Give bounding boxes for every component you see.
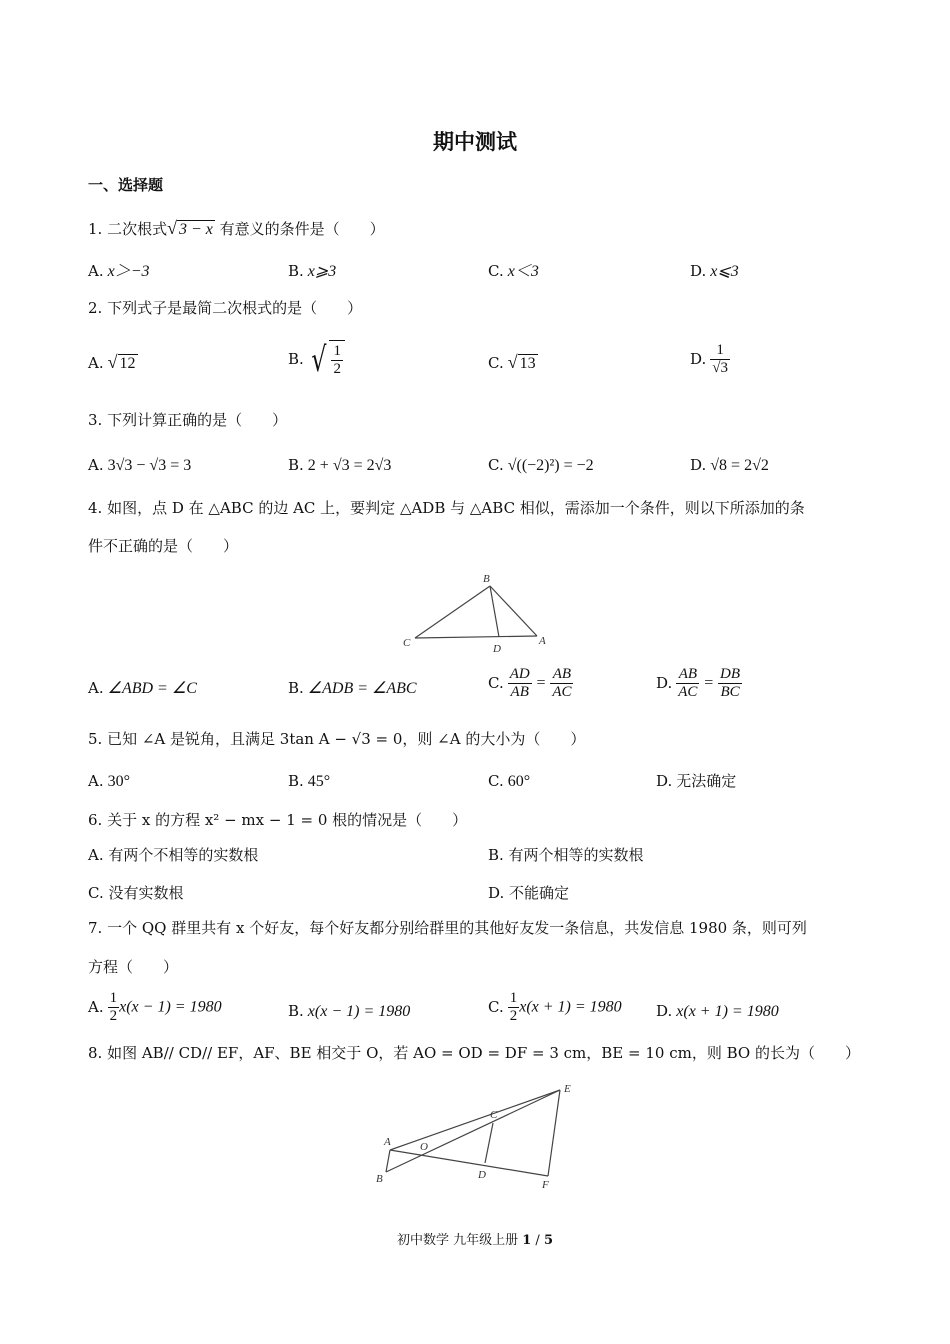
page-footer: 初中数学 九年级上册 1 / 5 xyxy=(396,1233,553,1248)
fraction: $\frac{1}{2}$ xyxy=(109,990,118,1024)
q7-option-d[interactable]: D. x(x + 1) = 1980 xyxy=(656,1002,779,1020)
q7-option-a[interactable]: A. $\frac{1}{2}$ x(x − 1) = 1980 xyxy=(88,990,222,1024)
q5-option-c[interactable]: C. 60° xyxy=(488,772,531,790)
question-2-stem: 2. 下列式子是最简二次根式的是（ ） xyxy=(88,299,363,317)
q1-option-a[interactable]: A. x＞−3 xyxy=(88,262,150,280)
fraction: $\frac{1}{√3}$ xyxy=(712,342,728,376)
q4-option-b[interactable]: B. ∠ADB = ∠ABC xyxy=(288,679,417,697)
parallel-lines-figure xyxy=(370,1078,585,1193)
label-d: D xyxy=(478,1169,486,1181)
q2-option-b[interactable]: B. √ $\frac{1}{2}$ xyxy=(288,340,345,380)
sqrt-fraction: √ $\frac{1}{2}$ xyxy=(308,340,345,380)
page-title: 期中测试 xyxy=(433,130,517,154)
total-pages: 5 xyxy=(543,1233,553,1248)
question-6-stem: 6. 关于 x 的方程 x² − mx − 1 = 0 根的情况是（ ） xyxy=(88,811,468,829)
question-7-stem-line2: 方程（ ） xyxy=(88,958,179,976)
q6-option-d[interactable]: D. 不能确定 xyxy=(488,884,570,902)
section-heading: 一、选择题 xyxy=(88,176,164,194)
q7-option-b[interactable]: B. x(x − 1) = 1980 xyxy=(288,1002,411,1020)
label-a: A xyxy=(384,1136,391,1148)
fraction: $\frac{DB}{BC}$ xyxy=(720,666,741,700)
q7-option-c[interactable]: C. $\frac{1}{2}$ x(x + 1) = 1980 xyxy=(488,990,622,1024)
label-a: A xyxy=(539,635,546,647)
triangle-figure xyxy=(395,568,555,658)
q3-option-d[interactable]: D. √8 = 2√2 xyxy=(690,456,769,474)
question-4-stem-line2: 件不正确的是（ ） xyxy=(88,537,239,555)
q3-option-c[interactable]: C. √((−2)²) = −2 xyxy=(488,456,594,474)
fraction: $\frac{AB}{AC}$ xyxy=(552,666,572,700)
q4-option-c[interactable]: C. $\frac{AD}{AB}$ = $\frac{AB}{AC}$ xyxy=(488,666,572,700)
q6-option-c[interactable]: C. 没有实数根 xyxy=(88,884,184,902)
q3-option-b[interactable]: B. 2 + √3 = 2√3 xyxy=(288,456,392,474)
q2-option-c[interactable]: C. √ 13 xyxy=(488,350,538,376)
q6-option-b[interactable]: B. 有两个相等的实数根 xyxy=(488,846,644,864)
fraction: $\frac{AB}{AC}$ xyxy=(678,666,698,700)
label-d: D xyxy=(493,643,501,655)
label-e: E xyxy=(564,1083,571,1095)
current-page: 1 xyxy=(522,1233,532,1248)
sqrt-expression: √ 3 − x xyxy=(167,218,213,238)
q2-option-a[interactable]: A. √ 12 xyxy=(88,350,138,376)
question-7-stem-line1: 7. 一个 QQ 群里共有 x 个好友，每个好友都分别给群里的其他好友发一条信息，共发信息 1980 条，则可列 xyxy=(88,919,807,937)
q5-option-d[interactable]: D. 无法确定 xyxy=(656,772,737,790)
question-4-stem-line1: 4. 如图，点 D 在 △ABC 的边 AC 上，要判定 △ADB 与 △ABC 相似，需添加一个条件，则以下所添加的条 xyxy=(88,499,805,517)
q3-option-a[interactable]: A. 3√3 − √3 = 3 xyxy=(88,456,192,474)
q1-option-d[interactable]: D. x⩽3 xyxy=(690,262,739,280)
q4-option-a[interactable]: A. ∠ABD = ∠C xyxy=(88,679,197,697)
question-3-stem: 3. 下列计算正确的是（ ） xyxy=(88,411,288,429)
question-8-stem: 8. 如图 AB// CD// EF，AF、BE 相交于 O，若 AO = OD = DF = 3 cm，BE = 10 cm，则 BO 的长为（ ） xyxy=(88,1044,860,1062)
label-b: B xyxy=(483,573,490,585)
q1-option-c[interactable]: C. x＜3 xyxy=(488,262,539,280)
q1-option-b[interactable]: B. x⩾3 xyxy=(288,262,337,280)
label-o: O xyxy=(420,1141,428,1153)
q4-option-d[interactable]: D. $\frac{AB}{AC}$ = $\frac{DB}{BC}$ xyxy=(656,666,741,700)
q5-option-b[interactable]: B. 45° xyxy=(288,772,331,790)
q5-option-a[interactable]: A. 30° xyxy=(88,772,131,790)
label-c: C xyxy=(403,637,411,649)
fraction: $\frac{AD}{AB}$ xyxy=(509,666,530,700)
q2-option-d[interactable]: D. $\frac{1}{√3}$ xyxy=(690,342,728,376)
question-1-stem: 1. 二次根式√ 3 − x 有意义的条件是（ ） xyxy=(88,216,868,242)
question-5-stem: 5. 已知 ∠A 是锐角，且满足 3tan A − √3 = 0，则 ∠A 的大小为（ ） xyxy=(88,730,586,748)
sqrt-expression: √ 12 xyxy=(107,352,136,372)
fraction: $\frac{1}{2}$ xyxy=(509,990,518,1024)
label-b: B xyxy=(376,1173,383,1185)
sqrt-expression: √ 13 xyxy=(507,352,536,372)
label-c: C xyxy=(490,1109,498,1121)
q6-option-a[interactable]: A. 有两个不相等的实数根 xyxy=(88,846,259,864)
label-f: F xyxy=(542,1179,549,1191)
